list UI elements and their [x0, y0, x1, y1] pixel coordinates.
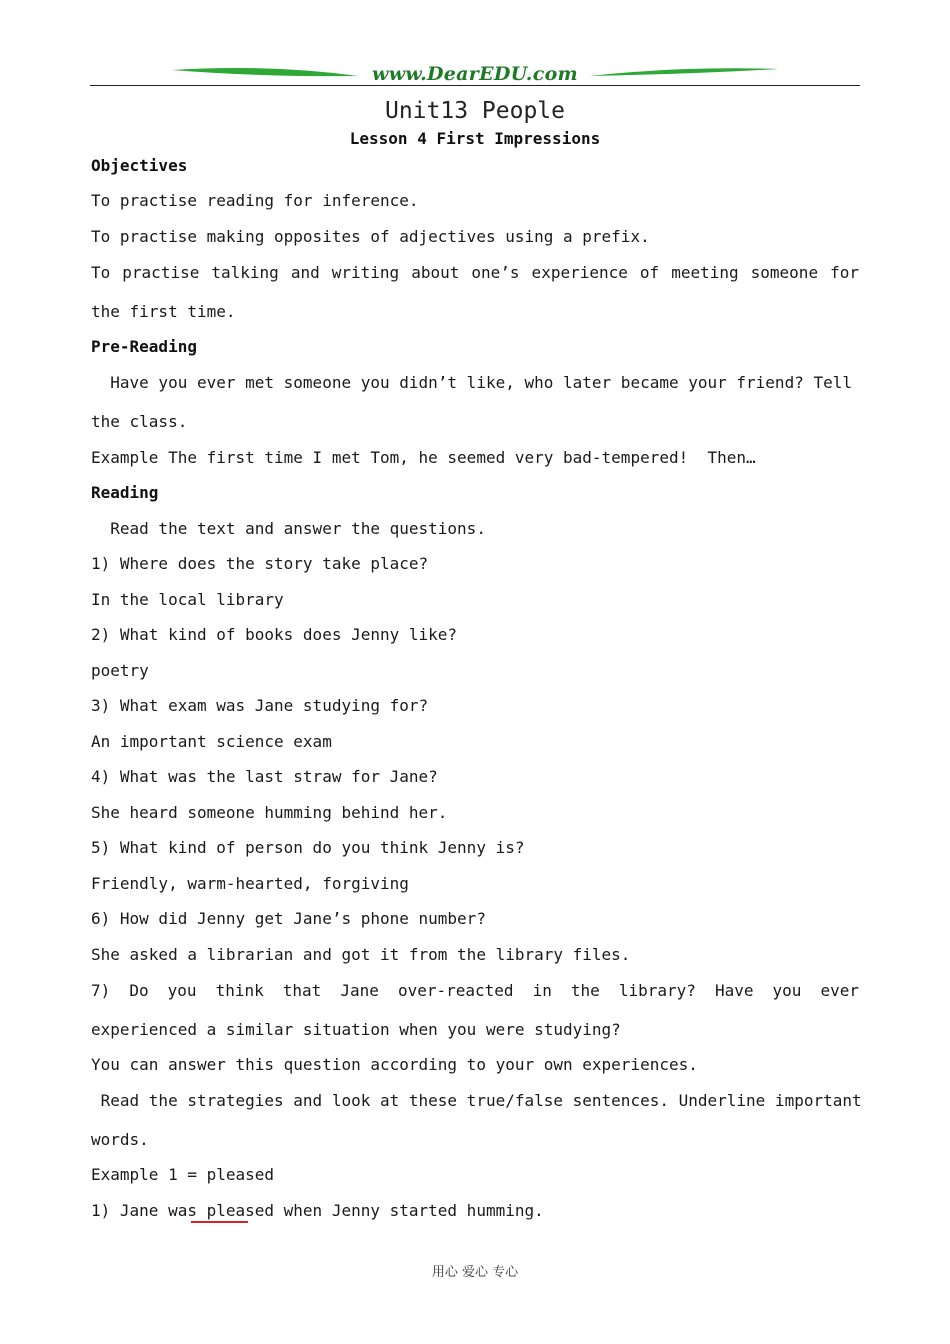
pre-reading-example: Example The first time I met Tom, he seemed very bad-tempered! Then…	[91, 448, 756, 467]
page-footer: 用心 爱心 专心	[431, 1265, 519, 1280]
answer: poetry	[91, 661, 149, 680]
lesson-subtitle: Lesson 4 First Impressions	[349, 129, 601, 148]
question: 2) What kind of books does Jenny like?	[91, 625, 458, 644]
answer: She asked a librarian and got it from the library files.	[91, 945, 631, 964]
objective-item: To practise talking and writing about one’s experience of meeting someone for	[91, 263, 859, 282]
red-underline-mark	[191, 1221, 248, 1223]
objective-item: To practise reading for inference.	[91, 191, 419, 210]
question: 1) Where does the story take place?	[91, 554, 429, 573]
answer: You can answer this question according to your own experiences.	[91, 1055, 698, 1074]
reading-instruction: Read the text and answer the questions.	[91, 519, 486, 538]
site-logo-text: www.DearEDU.com	[372, 63, 578, 85]
answer: She heard someone humming behind her.	[91, 803, 448, 822]
question: 4) What was the last straw for Jane?	[91, 767, 438, 786]
pre-reading-instruction: the class.	[91, 412, 188, 431]
pre-reading-heading: Pre-Reading	[91, 337, 197, 356]
question: experienced a similar situation when you were studying?	[91, 1020, 621, 1039]
question: 6) How did Jenny get Jane’s phone number?	[91, 909, 486, 928]
strategy-example: Example 1 = pleased	[91, 1165, 275, 1184]
question: 5) What kind of person do you think Jenny is?	[91, 838, 525, 857]
site-banner	[90, 58, 860, 92]
objective-item: the first time.	[91, 302, 236, 321]
objective-item: To practise making opposites of adjectives using a prefix.	[91, 227, 650, 246]
answer: An important science exam	[91, 732, 332, 751]
strategy-instruction: words.	[91, 1130, 149, 1149]
question: 3) What exam was Jane studying for?	[91, 696, 429, 715]
objectives-heading: Objectives	[91, 156, 188, 175]
question: 7) Do you think that Jane over-reacted in the library? Have you ever	[91, 981, 859, 1000]
answer: Friendly, warm-hearted, forgiving	[91, 874, 409, 893]
pre-reading-instruction: Have you ever met someone you didn’t like, who later became your friend? Tell	[91, 373, 852, 392]
true-false-sentence: 1) Jane was pleased when Jenny started humming.	[91, 1201, 544, 1220]
reading-heading: Reading	[91, 483, 159, 502]
answer: In the local library	[91, 590, 284, 609]
strategy-instruction: Read the strategies and look at these true/false sentences. Underline important	[91, 1091, 862, 1110]
header-rule	[90, 85, 860, 86]
page-title: Unit13 People	[384, 98, 565, 124]
